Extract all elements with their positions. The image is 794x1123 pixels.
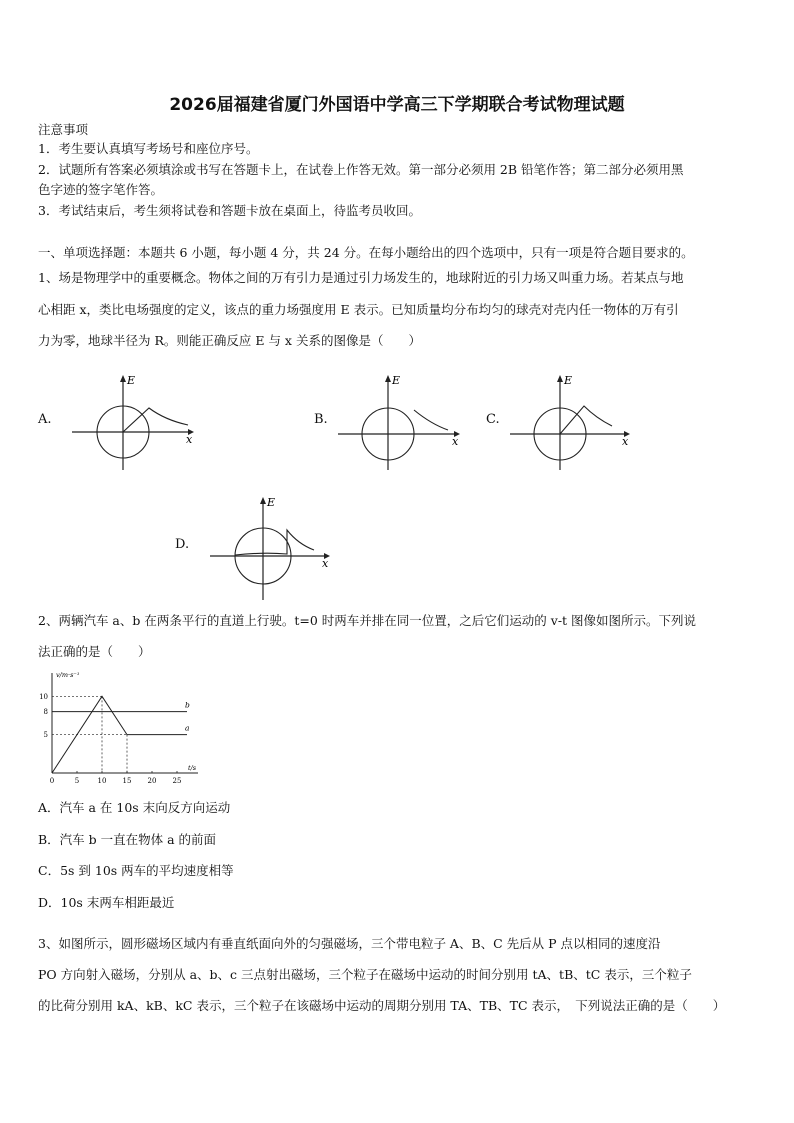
answer-choice[interactable]: C．5s 到 10s 两车的平均速度相等 <box>38 863 234 878</box>
answer-choice[interactable]: D．10s 末两车相距最近 <box>38 895 175 910</box>
series-label-b: b <box>185 700 190 710</box>
option-c-graph <box>508 372 638 472</box>
question-2-text: 2、两辆汽车 a、b 在两条平行的直道上行驶。t=0 时两车并排在同一位置，之后它们运动的 v-t 图像如图所示。下列说 <box>38 613 697 628</box>
y-tick-label: 10 <box>39 692 48 701</box>
x-axis-label: t/s <box>188 764 197 772</box>
notice-item: 2．试题所有答案必须填涂或书写在答题卡上，在试卷上作答无效。第一部分必须用 2B 铅笔作答；第二部分必须用黑 <box>38 162 684 177</box>
option-c-label: C. <box>486 412 500 427</box>
option-d-graph <box>208 494 338 604</box>
question-2-text: 法正确的是（ ） <box>38 644 151 659</box>
question-1-text: 心相距 x，类比电场强度的定义，该点的重力场强度用 E 表示。已知质量均分布均匀的球壳对壳内任一物体的万有引 <box>38 302 679 317</box>
option-a-graph <box>70 372 200 472</box>
series-label-a: a <box>185 723 190 733</box>
axis-label-e: E <box>267 496 276 509</box>
y-axis-label: v/m·s⁻¹ <box>56 671 80 679</box>
y-tick-label: 5 <box>43 731 48 740</box>
axis-label-x: x <box>322 557 329 570</box>
answer-choice[interactable]: B．汽车 b 一直在物体 a 的前面 <box>38 832 217 847</box>
notice-item: 1．考生要认真填写考场号和座位序号。 <box>38 141 259 156</box>
option-b-label: B. <box>314 412 328 427</box>
notice-item: 色字迹的签字笔作答。 <box>38 182 164 197</box>
question-3-text: PO 方向射入磁场，分别从 a、b、c 三点射出磁场，三个粒子在磁场中运动的时间分别用 tA、tB、tC 表示，三个粒子 <box>38 967 692 982</box>
x-tick-label: 0 <box>49 777 55 785</box>
option-a-label: A. <box>38 412 52 427</box>
notice-item: 3．考试结束后，考生须将试卷和答题卡放在桌面上，待监考员收回。 <box>38 203 421 218</box>
axis-label-e: E <box>127 374 136 387</box>
x-tick-label: 5 <box>74 777 80 785</box>
axis-label-x: x <box>452 435 459 448</box>
section-heading: 一、单项选择题：本题共 6 小题，每小题 4 分，共 24 分。在每小题给出的四个选项中，只有一项是符合题目要求的。 <box>38 245 694 260</box>
question-1-text: 1、场是物理学中的重要概念。物体之间的万有引力是通过引力场发生的，地球附近的引力场又叫重力场。若某点与地 <box>38 270 684 285</box>
vt-chart <box>34 670 204 790</box>
axis-label-x: x <box>186 433 193 446</box>
axis-label-e: E <box>564 374 573 387</box>
option-d-label: D. <box>175 537 190 552</box>
page-title: 2026届福建省厦门外国语中学高三下学期联合考试物理试题 <box>169 95 625 115</box>
x-tick-label: 10 <box>97 777 107 785</box>
y-tick-label: 8 <box>43 708 48 717</box>
axis-label-e: E <box>392 374 401 387</box>
x-tick-label: 25 <box>172 777 182 785</box>
answer-choice[interactable]: A．汽车 a 在 10s 末向反方向运动 <box>38 800 231 815</box>
question-1-text: 力为零，地球半径为 R。则能正确反应 E 与 x 关系的图像是（ ） <box>38 333 421 348</box>
question-3-text: 3、如图所示，圆形磁场区域内有垂直纸面向外的匀强磁场，三个带电粒子 A、B、C 先后从 P 点以相同的速度沿 <box>38 936 661 951</box>
x-tick-label: 15 <box>122 777 132 785</box>
option-b-graph <box>336 372 466 472</box>
notice-heading: 注意事项 <box>38 122 89 137</box>
question-3-text: 的比荷分别用 kA、kB、kC 表示，三个粒子在该磁场中运动的周期分别用 TA、TB、TC 表示， 下列说法正确的是（ ） <box>38 998 726 1013</box>
axis-label-x: x <box>622 435 629 448</box>
x-tick-label: 20 <box>147 777 157 785</box>
